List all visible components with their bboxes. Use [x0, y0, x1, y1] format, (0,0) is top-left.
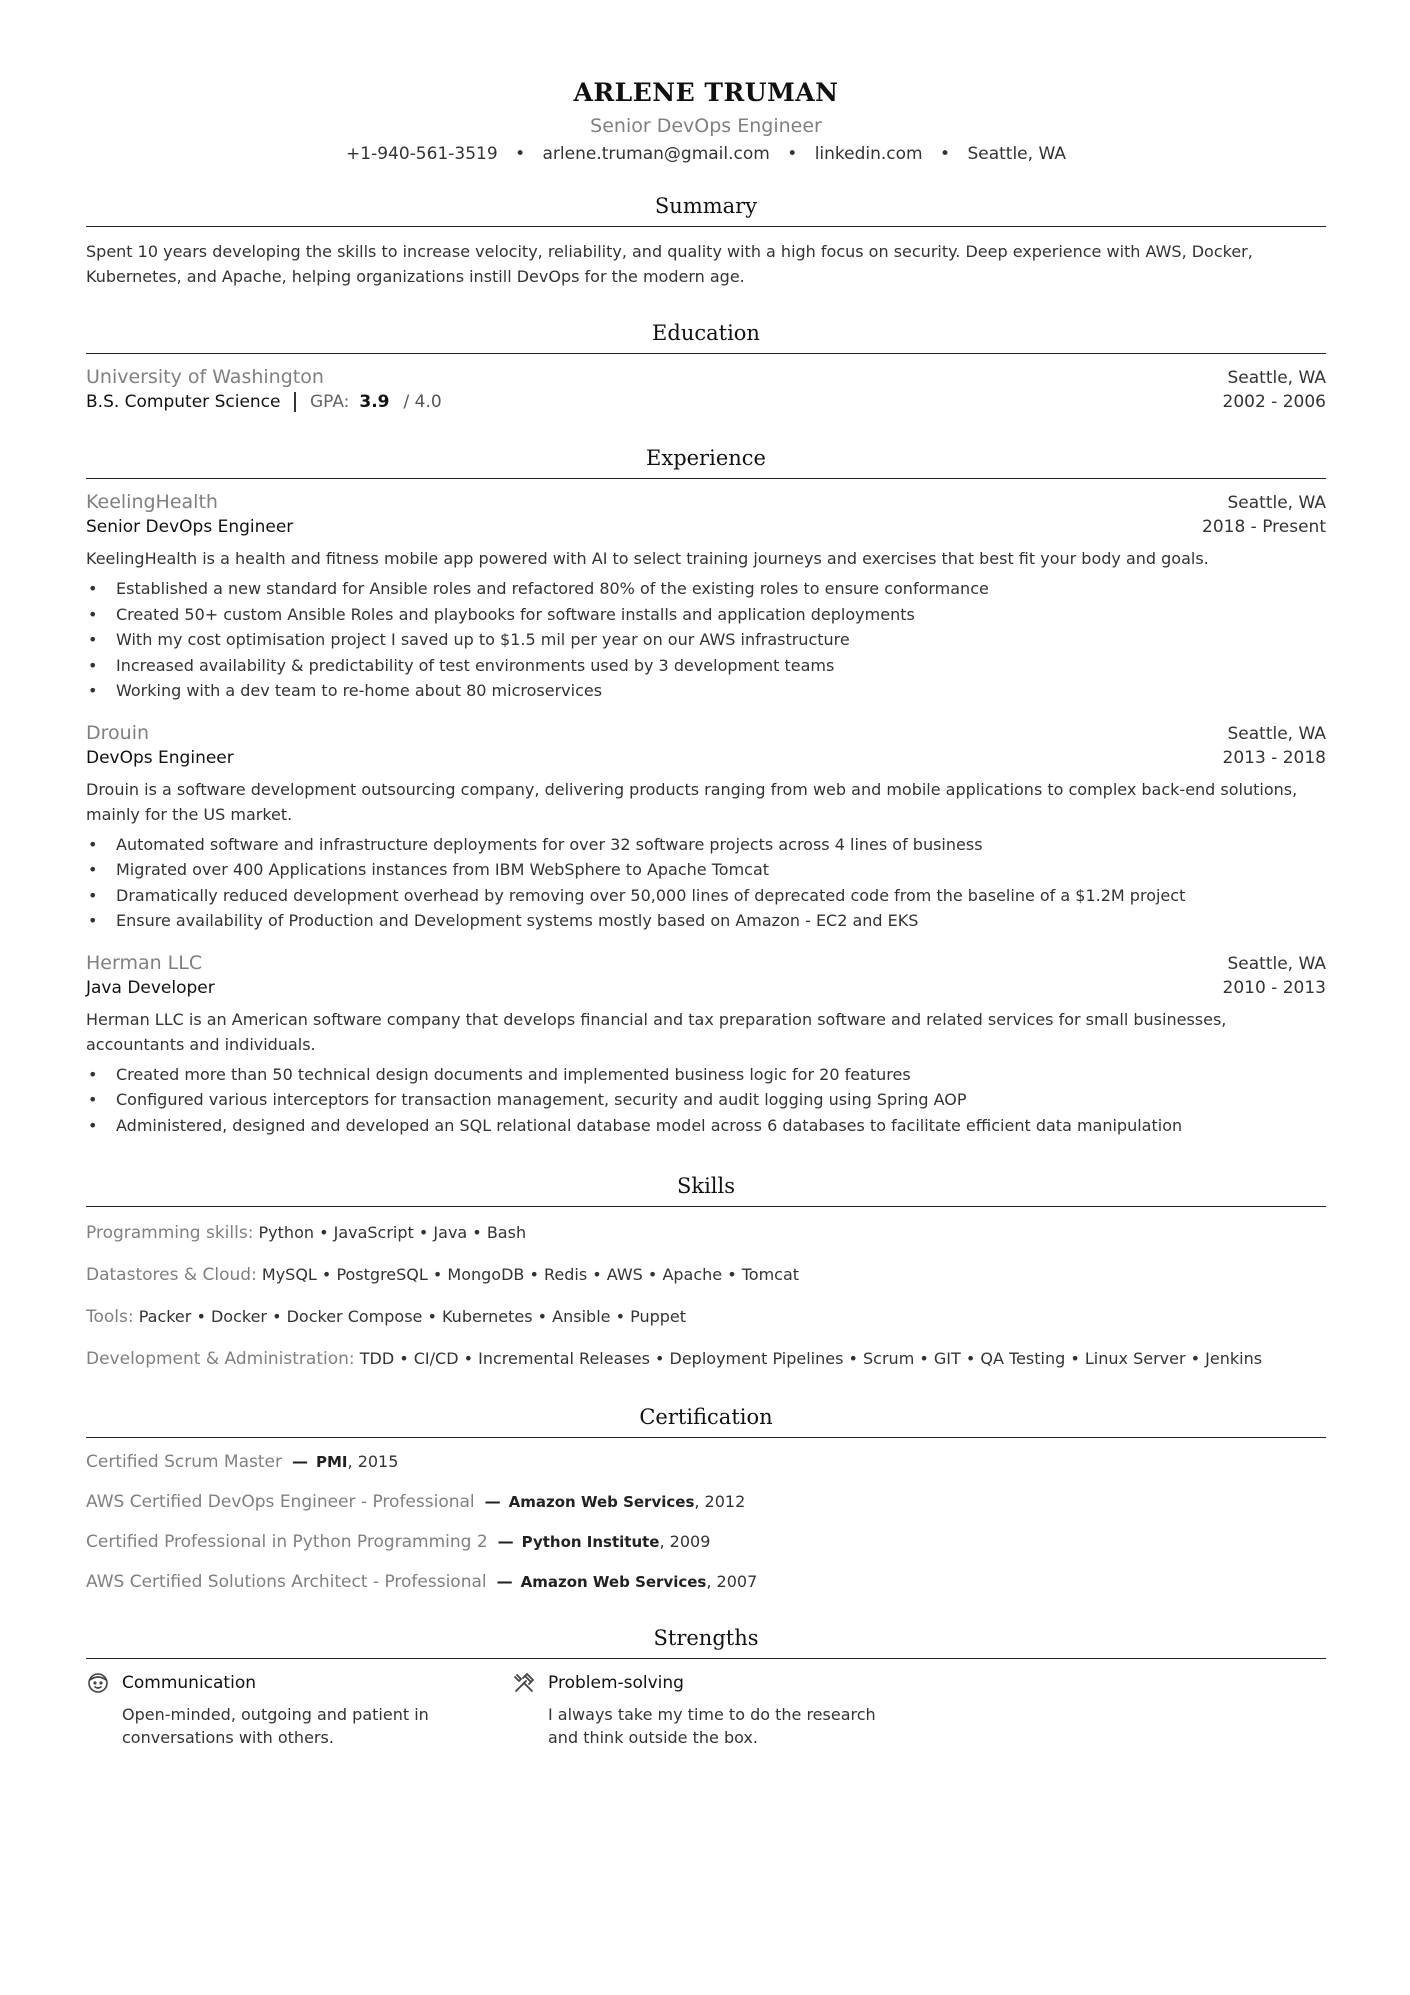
education-dates: 2002 - 2006 — [1222, 392, 1326, 412]
summary-section — [86, 194, 1326, 289]
education-section — [86, 321, 1326, 412]
dash: — — [292, 1452, 308, 1471]
company-name: Herman LLC — [86, 951, 203, 974]
company-name: KeelingHealth — [86, 491, 218, 513]
degree-line — [86, 392, 442, 412]
smiling-face-icon — [86, 1671, 110, 1695]
school-location: Seattle, WA — [1227, 368, 1326, 388]
strength-title: Communication — [122, 1673, 256, 1693]
dash: — — [496, 1572, 513, 1591]
certification-item — [86, 1572, 1326, 1592]
section-heading: Certification — [86, 1405, 1326, 1438]
skill-category: Tools: — [86, 1307, 134, 1327]
company-description: Drouin is a software development outsourcing company, delivering products ranging from web and mobile applications to complex back-end solutions, mainly for the US market. — [86, 779, 1298, 824]
job-entry — [86, 952, 1326, 1139]
company-description: Herman LLC is an American software company that develops financial and tax preparation software and related services for small businesses, accountants and individuals. — [86, 1009, 1227, 1054]
list-item: • Administered, designed and developed an SQL relational database model across 6 databases to facilitate efficient data manipulation — [86, 1113, 1326, 1139]
certification-year: , 2015 — [347, 1452, 399, 1471]
resume-page — [86, 0, 1326, 1749]
job-location: Seattle, WA — [1227, 493, 1326, 513]
certification-list — [86, 1452, 1326, 1592]
job-location: Seattle, WA — [1227, 723, 1326, 744]
achievement-list — [86, 832, 1326, 934]
list-item: • Configured various interceptors for transaction management, security and audit logging using Spring AOP — [86, 1087, 1326, 1113]
section-heading: Education — [86, 321, 1326, 354]
candidate-name: ARLENE TRUMAN — [573, 78, 839, 107]
skills-section — [86, 1174, 1326, 1369]
certification-item — [86, 1492, 1326, 1512]
strength-item — [86, 1671, 512, 1749]
strengths-section — [86, 1626, 1326, 1749]
gpa-label: GPA: — [309, 392, 350, 412]
degree-name: B.S. Computer Science — [86, 392, 281, 412]
list-item: • Created 50+ custom Ansible Roles and playbooks for software installs and application deployments — [86, 602, 1326, 628]
skill-items: Packer • Docker • Docker Compose • Kubernetes • Ansible • Puppet — [138, 1307, 687, 1326]
divider — [294, 392, 296, 412]
section-heading: Summary — [86, 194, 1326, 227]
certification-item — [86, 1452, 1326, 1472]
skill-category: Development & Administration: — [86, 1349, 355, 1369]
certification-issuer: PMI — [316, 1453, 348, 1471]
certification-year: , 2012 — [694, 1492, 746, 1511]
skills-list — [86, 1223, 1326, 1369]
list-item: • Ensure availability of Production and Development systems mostly based on Amazon - EC2 and EKS — [86, 908, 1326, 934]
job-dates: 2018 - Present — [1202, 517, 1326, 537]
certification-name: AWS Certified Solutions Architect - Professional — [86, 1572, 487, 1592]
skill-row — [86, 1349, 1326, 1369]
job-entry — [86, 491, 1326, 704]
certification-name: AWS Certified DevOps Engineer - Professional — [86, 1492, 475, 1512]
strength-description: Open-minded, outgoing and patient in conversations with others. — [122, 1705, 429, 1747]
strengths-list — [86, 1671, 1326, 1749]
gpa-max: / 4.0 — [403, 392, 442, 412]
list-item: • Migrated over 400 Applications instances from IBM WebSphere to Apache Tomcat — [86, 857, 1326, 883]
certification-issuer: Amazon Web Services — [520, 1573, 707, 1591]
job-location: Seattle, WA — [1227, 953, 1326, 974]
list-item: • Created more than 50 technical design documents and implemented business logic for 20 features — [86, 1062, 1326, 1088]
list-item: • Established a new standard for Ansible roles and refactored 80% of the existing roles to ensure conformance — [86, 576, 1326, 602]
dash: — — [497, 1532, 514, 1551]
dash: — — [484, 1492, 501, 1511]
certification-year: , 2009 — [659, 1532, 711, 1551]
achievement-list — [86, 1062, 1326, 1139]
linkedin-link: linkedin.com — [814, 144, 923, 164]
skill-row — [86, 1223, 1326, 1243]
skill-category: Programming skills: — [86, 1223, 254, 1243]
skill-category: Datastores & Cloud: — [86, 1265, 257, 1285]
location: Seattle, WA — [967, 144, 1066, 164]
job-dates: 2010 - 2013 — [1222, 977, 1326, 998]
section-heading: Experience — [86, 446, 1326, 479]
certification-year: , 2007 — [706, 1572, 758, 1591]
certification-section — [86, 1405, 1326, 1592]
section-heading: Strengths — [86, 1626, 1326, 1659]
gpa-value: 3.9 — [359, 392, 390, 412]
contact-separator: • — [787, 144, 798, 164]
list-item: • With my cost optimisation project I saved up to $1.5 mil per year on our AWS infrastructure — [86, 627, 1326, 653]
phone-number: +1-940-561-3519 — [346, 144, 498, 164]
resume-header — [86, 0, 1326, 164]
list-item: • Automated software and infrastructure deployments for over 32 software projects across 4 lines of business — [86, 832, 1326, 858]
education-entry — [86, 366, 1326, 412]
tools-icon — [512, 1671, 536, 1695]
contact-separator: • — [515, 144, 526, 164]
job-role: Senior DevOps Engineer — [86, 517, 294, 537]
experience-section — [86, 446, 1326, 1138]
contact-separator: • — [940, 144, 951, 164]
certification-issuer: Python Institute — [521, 1533, 660, 1551]
list-item: • Working with a dev team to re-home about 80 microservices — [86, 678, 1326, 704]
list-item: • Dramatically reduced development overhead by removing over 50,000 lines of deprecated code from the baseline of a $1.2M project — [86, 883, 1326, 909]
job-dates: 2013 - 2018 — [1222, 747, 1326, 768]
skill-row — [86, 1265, 1326, 1285]
company-name: Drouin — [86, 721, 150, 744]
skill-items: MySQL • PostgreSQL • MongoDB • Redis • AWS • Apache • Tomcat — [261, 1265, 800, 1284]
certification-name: Certified Scrum Master — [86, 1452, 282, 1472]
job-role: Java Developer — [86, 977, 215, 998]
achievement-list — [86, 576, 1326, 704]
skill-items: Python • JavaScript • Java • Bash — [258, 1223, 527, 1242]
strength-item — [512, 1671, 938, 1749]
school-name: University of Washington — [86, 366, 324, 388]
candidate-title: Senior DevOps Engineer — [590, 115, 822, 137]
list-item: • Increased availability & predictability of test environments used by 3 development teams — [86, 653, 1326, 679]
email-address: arlene.truman@gmail.com — [542, 144, 770, 164]
company-description: KeelingHealth is a health and fitness mobile app powered with AI to select training journeys and exercises that best fit your body and goals. — [86, 549, 1209, 568]
skill-row — [86, 1307, 1326, 1327]
contact-line — [86, 144, 1326, 164]
job-role: DevOps Engineer — [86, 747, 234, 768]
certification-name: Certified Professional in Python Programming 2 — [86, 1532, 488, 1552]
summary-text: Spent 10 years developing the skills to increase velocity, reliability, and quality with a high focus on security. Deep experience with AWS, Docker, Kubernetes, and Apache, helping organizations instill DevOps for the modern age. — [86, 242, 1253, 286]
certification-issuer: Amazon Web Services — [508, 1493, 695, 1511]
skill-items: TDD • CI/CD • Incremental Releases • Deployment Pipelines • Scrum • GIT • QA Testing • Linux Server • Jenkins — [359, 1349, 1263, 1368]
section-heading: Skills — [86, 1174, 1326, 1207]
strength-title: Problem-solving — [548, 1673, 684, 1693]
job-entry — [86, 722, 1326, 934]
certification-item — [86, 1532, 1326, 1552]
strength-description: I always take my time to do the research and think outside the box. — [548, 1705, 876, 1747]
